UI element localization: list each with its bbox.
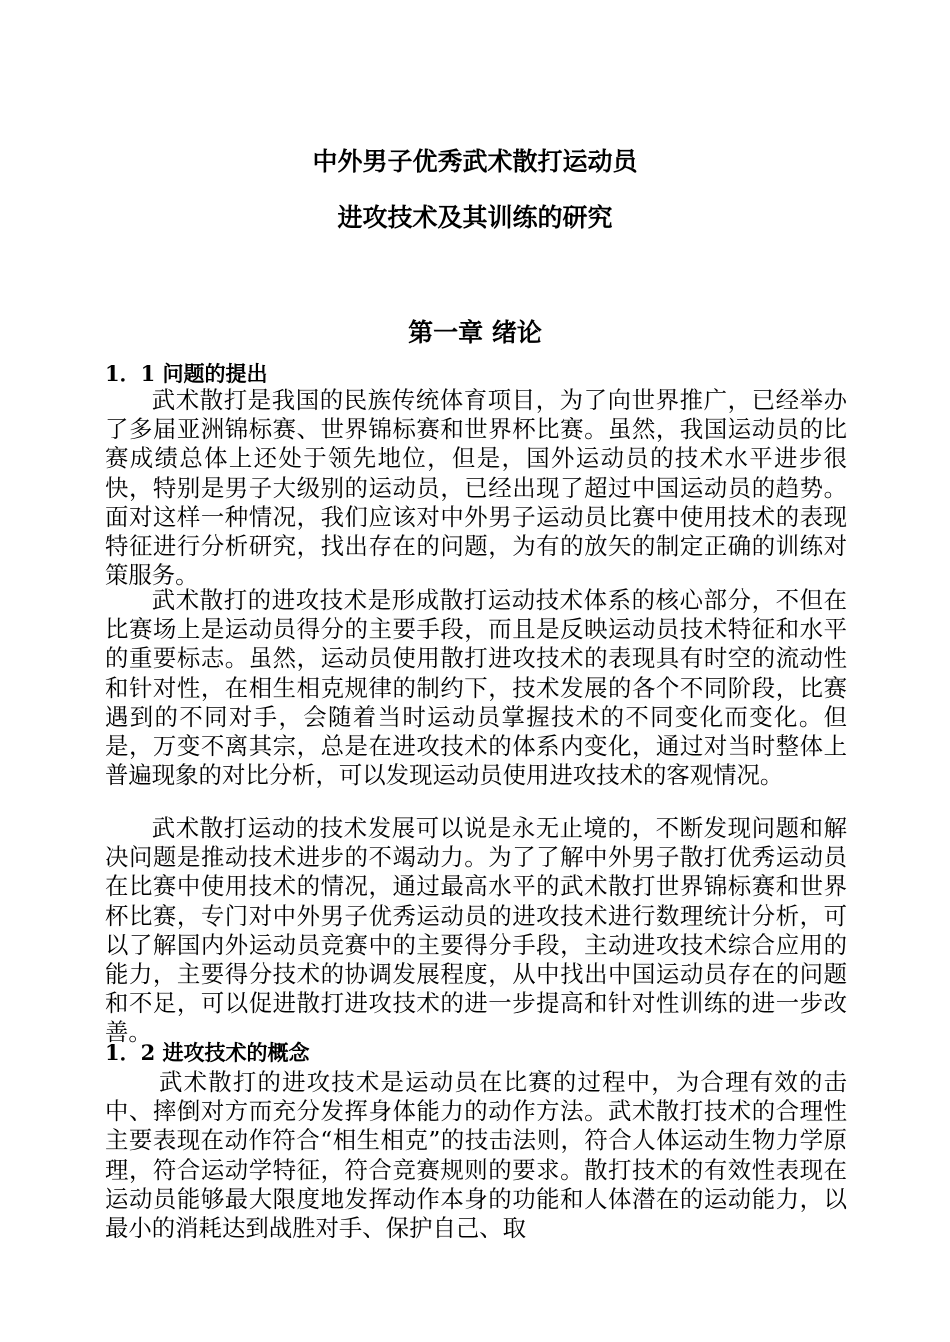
document-title-line-1: 中外男子优秀武术散打运动员 xyxy=(312,147,638,176)
paragraph-4: 武术散打的进攻技术是运动员在比赛的过程中，为合理有效的击中、摔倒对方而充分发挥身体能力的动作方法。武术散打技术的合理性主要表现在动作符合“相生相克”的技击法则，符合人体运动生物力学原理，符合运动学特征，符合竞赛规则的要求。散打技术的有效性表现在运动员能够最大限度地发挥动作本身的功能和人体潜在的运动能力，以最小的消耗达到战胜对手、保护自己、取 xyxy=(105,1068,847,1243)
paragraph-2: 武术散打的进攻技术是形成散打运动技术体系的核心部分，不但在比赛场上是运动员得分的主要手段，而且是反映运动员技术特征和水平的重要标志。虽然，运动员使用散打进攻技术的表现具有时空的流动性和针对性，在相生相克规律的制约下，技术发展的各个不同阶段，比赛遇到的不同对手，会随着当时运动员掌握技术的不同变化而变化。但是，万变不离其宗，总是在进攻技术的体系内变化，通过对当时整体上普遍现象的对比分析，可以发现运动员使用进攻技术的客观情况。 xyxy=(105,586,847,790)
section-heading-1-2: 1．2 进攻技术的概念 xyxy=(105,1040,310,1065)
paragraph-1: 武术散打是我国的民族传统体育项目，为了向世界推广，已经举办了多届亚洲锦标赛、世界锦标赛和世界杯比赛。虽然，我国运动员的比赛成绩总体上还处于领先地位，但是，国外运动员的技术水平进步很快，特别是男子大级别的运动员，已经出现了超过中国运动员的趋势。面对这样一种情况，我们应该对中外男子运动员比赛中使用技术的表现特征进行分析研究，找出存在的问题，为有的放矢的制定正确的训练对策服务。 xyxy=(105,386,847,590)
document-title-line-2: 进攻技术及其训练的研究 xyxy=(337,203,613,232)
paragraph-3: 武术散打运动的技术发展可以说是永无止境的，不断发现问题和解决问题是推动技术进步的不竭动力。为了了解中外男子散打优秀运动员在比赛中使用技术的情况，通过最高水平的武术散打世界锦标赛和世界杯比赛，专门对中外男子优秀运动员的进攻技术进行数理统计分析，可以了解国内外运动员竞赛中的主要得分手段，主动进攻技术综合应用的能力，主要得分技术的协调发展程度，从中找出中国运动员存在的问题和不足，可以促进散打进攻技术的进一步提高和针对性训练的进一步改善。 xyxy=(105,814,847,1047)
chapter-heading: 第一章 绪论 xyxy=(408,318,542,347)
section-heading-1-1: 1．1 问题的提出 xyxy=(105,361,268,386)
